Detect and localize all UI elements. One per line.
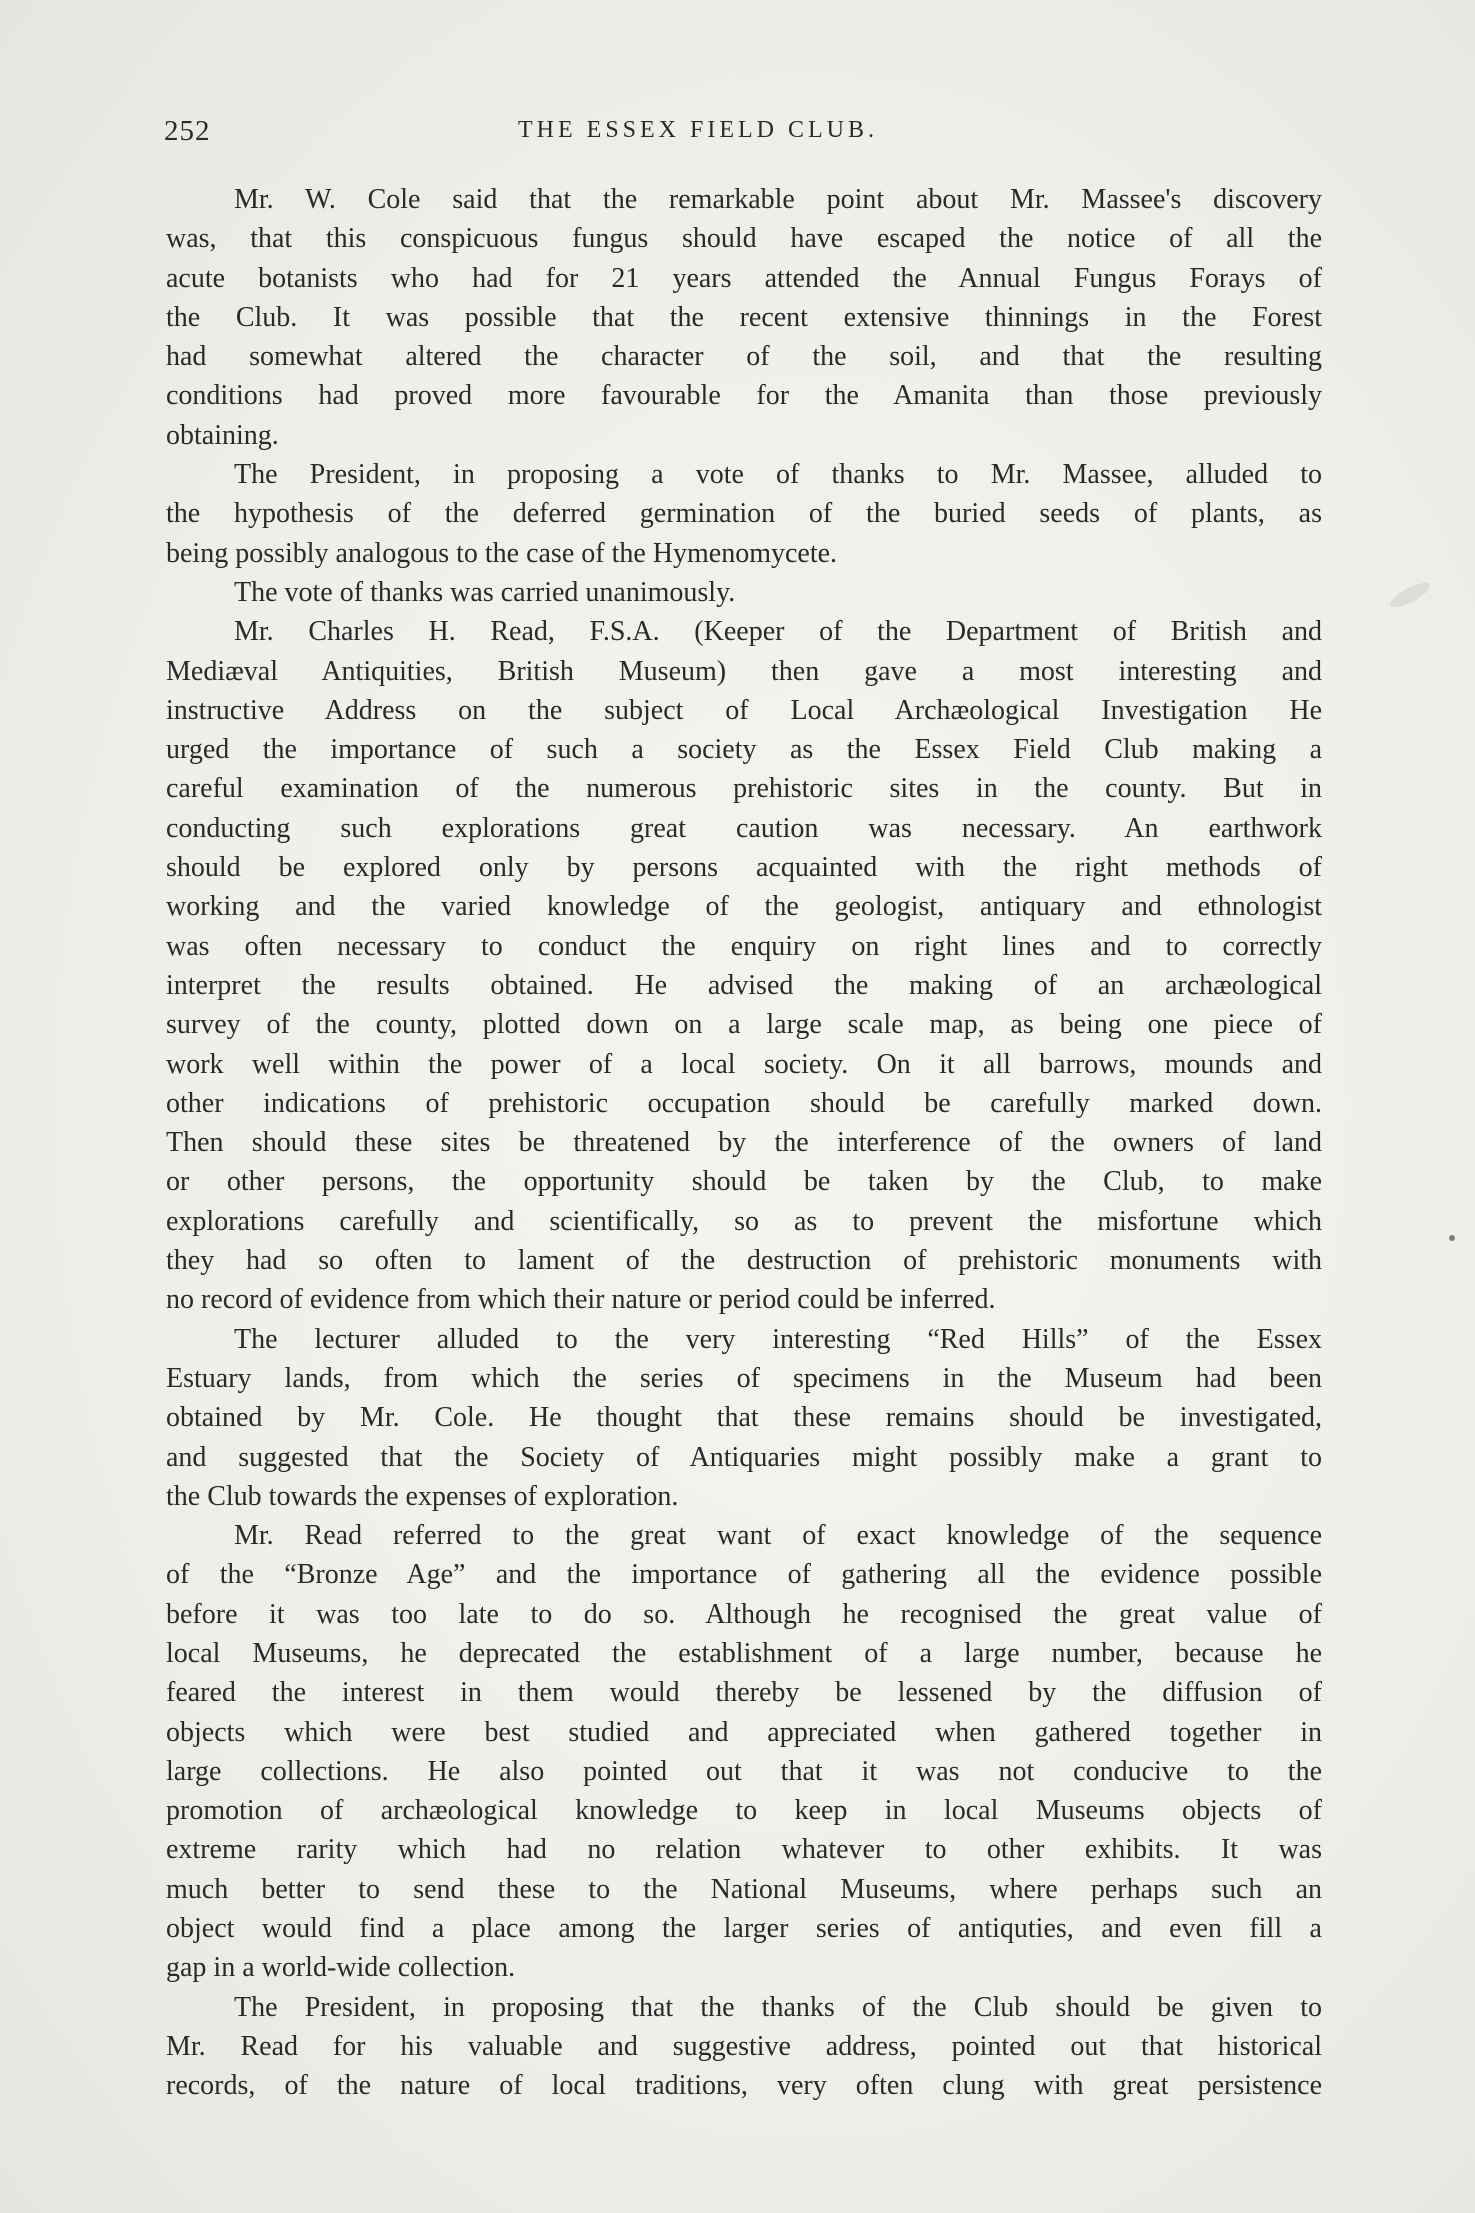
text-line: Estuary lands, from which the series of specimens in the Museum had been — [166, 1362, 1322, 1394]
text-line: work well within the power of a local society. On it all barrows, mounds and — [166, 1048, 1322, 1080]
text-line: object would find a place among the larger series of antiquties, and even fill a — [166, 1913, 1322, 1945]
text-line: should be explored only by persons acquainted with the right methods of — [166, 852, 1322, 884]
text-line: urged the importance of such a society as the Essex Field Club making a — [166, 734, 1322, 766]
paper-mark — [1387, 578, 1432, 611]
text-line: Mr. Read referred to the great want of exact knowledge of the sequence — [234, 1520, 1322, 1552]
text-line: The President, in proposing that the thanks of the Club should be given to — [234, 1991, 1322, 2023]
text-line: Mr. Read for his valuable and suggestive address, pointed out that historical — [166, 2030, 1322, 2062]
body-text — [166, 180, 1322, 2106]
text-line: promotion of archæological knowledge to keep in local Museums objects of — [166, 1795, 1322, 1827]
text-line: of the “Bronze Age” and the importance of gathering all the evidence possible — [166, 1559, 1322, 1591]
text-line: explorations carefully and scientifically, so as to prevent the misfortune which — [166, 1205, 1322, 1237]
text-line: conducting such explorations great caution was necessary. An earthwork — [166, 812, 1322, 844]
text-line: Mediæval Antiquities, British Museum) then gave a most interesting and — [166, 655, 1322, 687]
text-line: instructive Address on the subject of Local Archæological Investigation He — [166, 694, 1322, 726]
text-line: the Club. It was possible that the recent extensive thinnings in the Forest — [166, 301, 1322, 333]
text-line: and suggested that the Society of Antiquaries might possibly make a grant to — [166, 1441, 1322, 1473]
paper-mark — [1449, 1235, 1455, 1241]
text-line: the Club towards the expenses of exploration. — [166, 1480, 679, 1512]
text-line: working and the varied knowledge of the geologist, antiquary and ethnologist — [166, 891, 1322, 923]
text-line: conditions had proved more favourable for the Amanita than those previously — [166, 380, 1322, 412]
text-line: records, of the nature of local traditions, very often clung with great persistence — [166, 2070, 1322, 2102]
text-line: survey of the county, plotted down on a large scale map, as being one piece of — [166, 1009, 1322, 1041]
text-line: Then should these sites be threatened by the interference of the owners of land — [166, 1127, 1322, 1159]
text-line: or other persons, the opportunity should be taken by the Club, to make — [166, 1166, 1322, 1198]
text-line: the hypothesis of the deferred germination of the buried seeds of plants, as — [166, 498, 1322, 530]
text-line: much better to send these to the National Museums, where perhaps such an — [166, 1873, 1322, 1905]
text-line: Mr. W. Cole said that the remarkable point about Mr. Massee's discovery — [234, 184, 1322, 215]
text-line: obtained by Mr. Cole. He thought that these remains should be investigated, — [166, 1402, 1322, 1434]
text-line: no record of evidence from which their nature or period could be inferred. — [166, 1284, 996, 1316]
text-line: The President, in proposing a vote of thanks to Mr. Massee, alluded to — [234, 459, 1322, 491]
text-line: large collections. He also pointed out that it was not conducive to the — [166, 1755, 1322, 1787]
text-line: had somewhat altered the character of the soil, and that the resulting — [166, 341, 1322, 373]
text-line: obtaining. — [166, 419, 279, 451]
text-line: gap in a world-wide collection. — [166, 1952, 516, 1984]
text-line: feared the interest in them would thereby be lessened by the diffusion of — [166, 1677, 1322, 1709]
text-line: The lecturer alluded to the very interesting “Red Hills” of the Essex — [234, 1323, 1322, 1355]
text-line: careful examination of the numerous prehistoric sites in the county. But in — [166, 773, 1322, 805]
text-line: The vote of thanks was carried unanimously. — [234, 576, 736, 608]
text-line: extreme rarity which had no relation whatever to other exhibits. It was — [166, 1834, 1322, 1866]
text-line: being possibly analogous to the case of the Hymenomycete. — [166, 537, 838, 569]
text-line: acute botanists who had for 21 years attended the Annual Fungus Forays of — [166, 262, 1322, 294]
running-title: THE ESSEX FIELD CLUB. — [518, 117, 878, 143]
text-line: was often necessary to conduct the enquiry on right lines and to correctly — [166, 930, 1322, 962]
page-number: 252 — [164, 115, 211, 147]
text-line: interpret the results obtained. He advised the making of an archæological — [166, 969, 1322, 1001]
text-line: other indications of prehistoric occupation should be carefully marked down. — [166, 1087, 1322, 1119]
text-line: before it was too late to do so. Although he recognised the great value of — [166, 1598, 1322, 1630]
text-line: was, that this conspicuous fungus should have escaped the notice of all the — [166, 223, 1322, 255]
text-line: objects which were best studied and appreciated when gathered together in — [166, 1716, 1322, 1748]
text-line: local Museums, he deprecated the establishment of a large number, because he — [166, 1637, 1322, 1669]
text-line: they had so often to lament of the destruction of prehistoric monuments with — [166, 1245, 1322, 1277]
text-line: Mr. Charles H. Read, F.S.A. (Keeper of the Department of British and — [234, 616, 1322, 648]
